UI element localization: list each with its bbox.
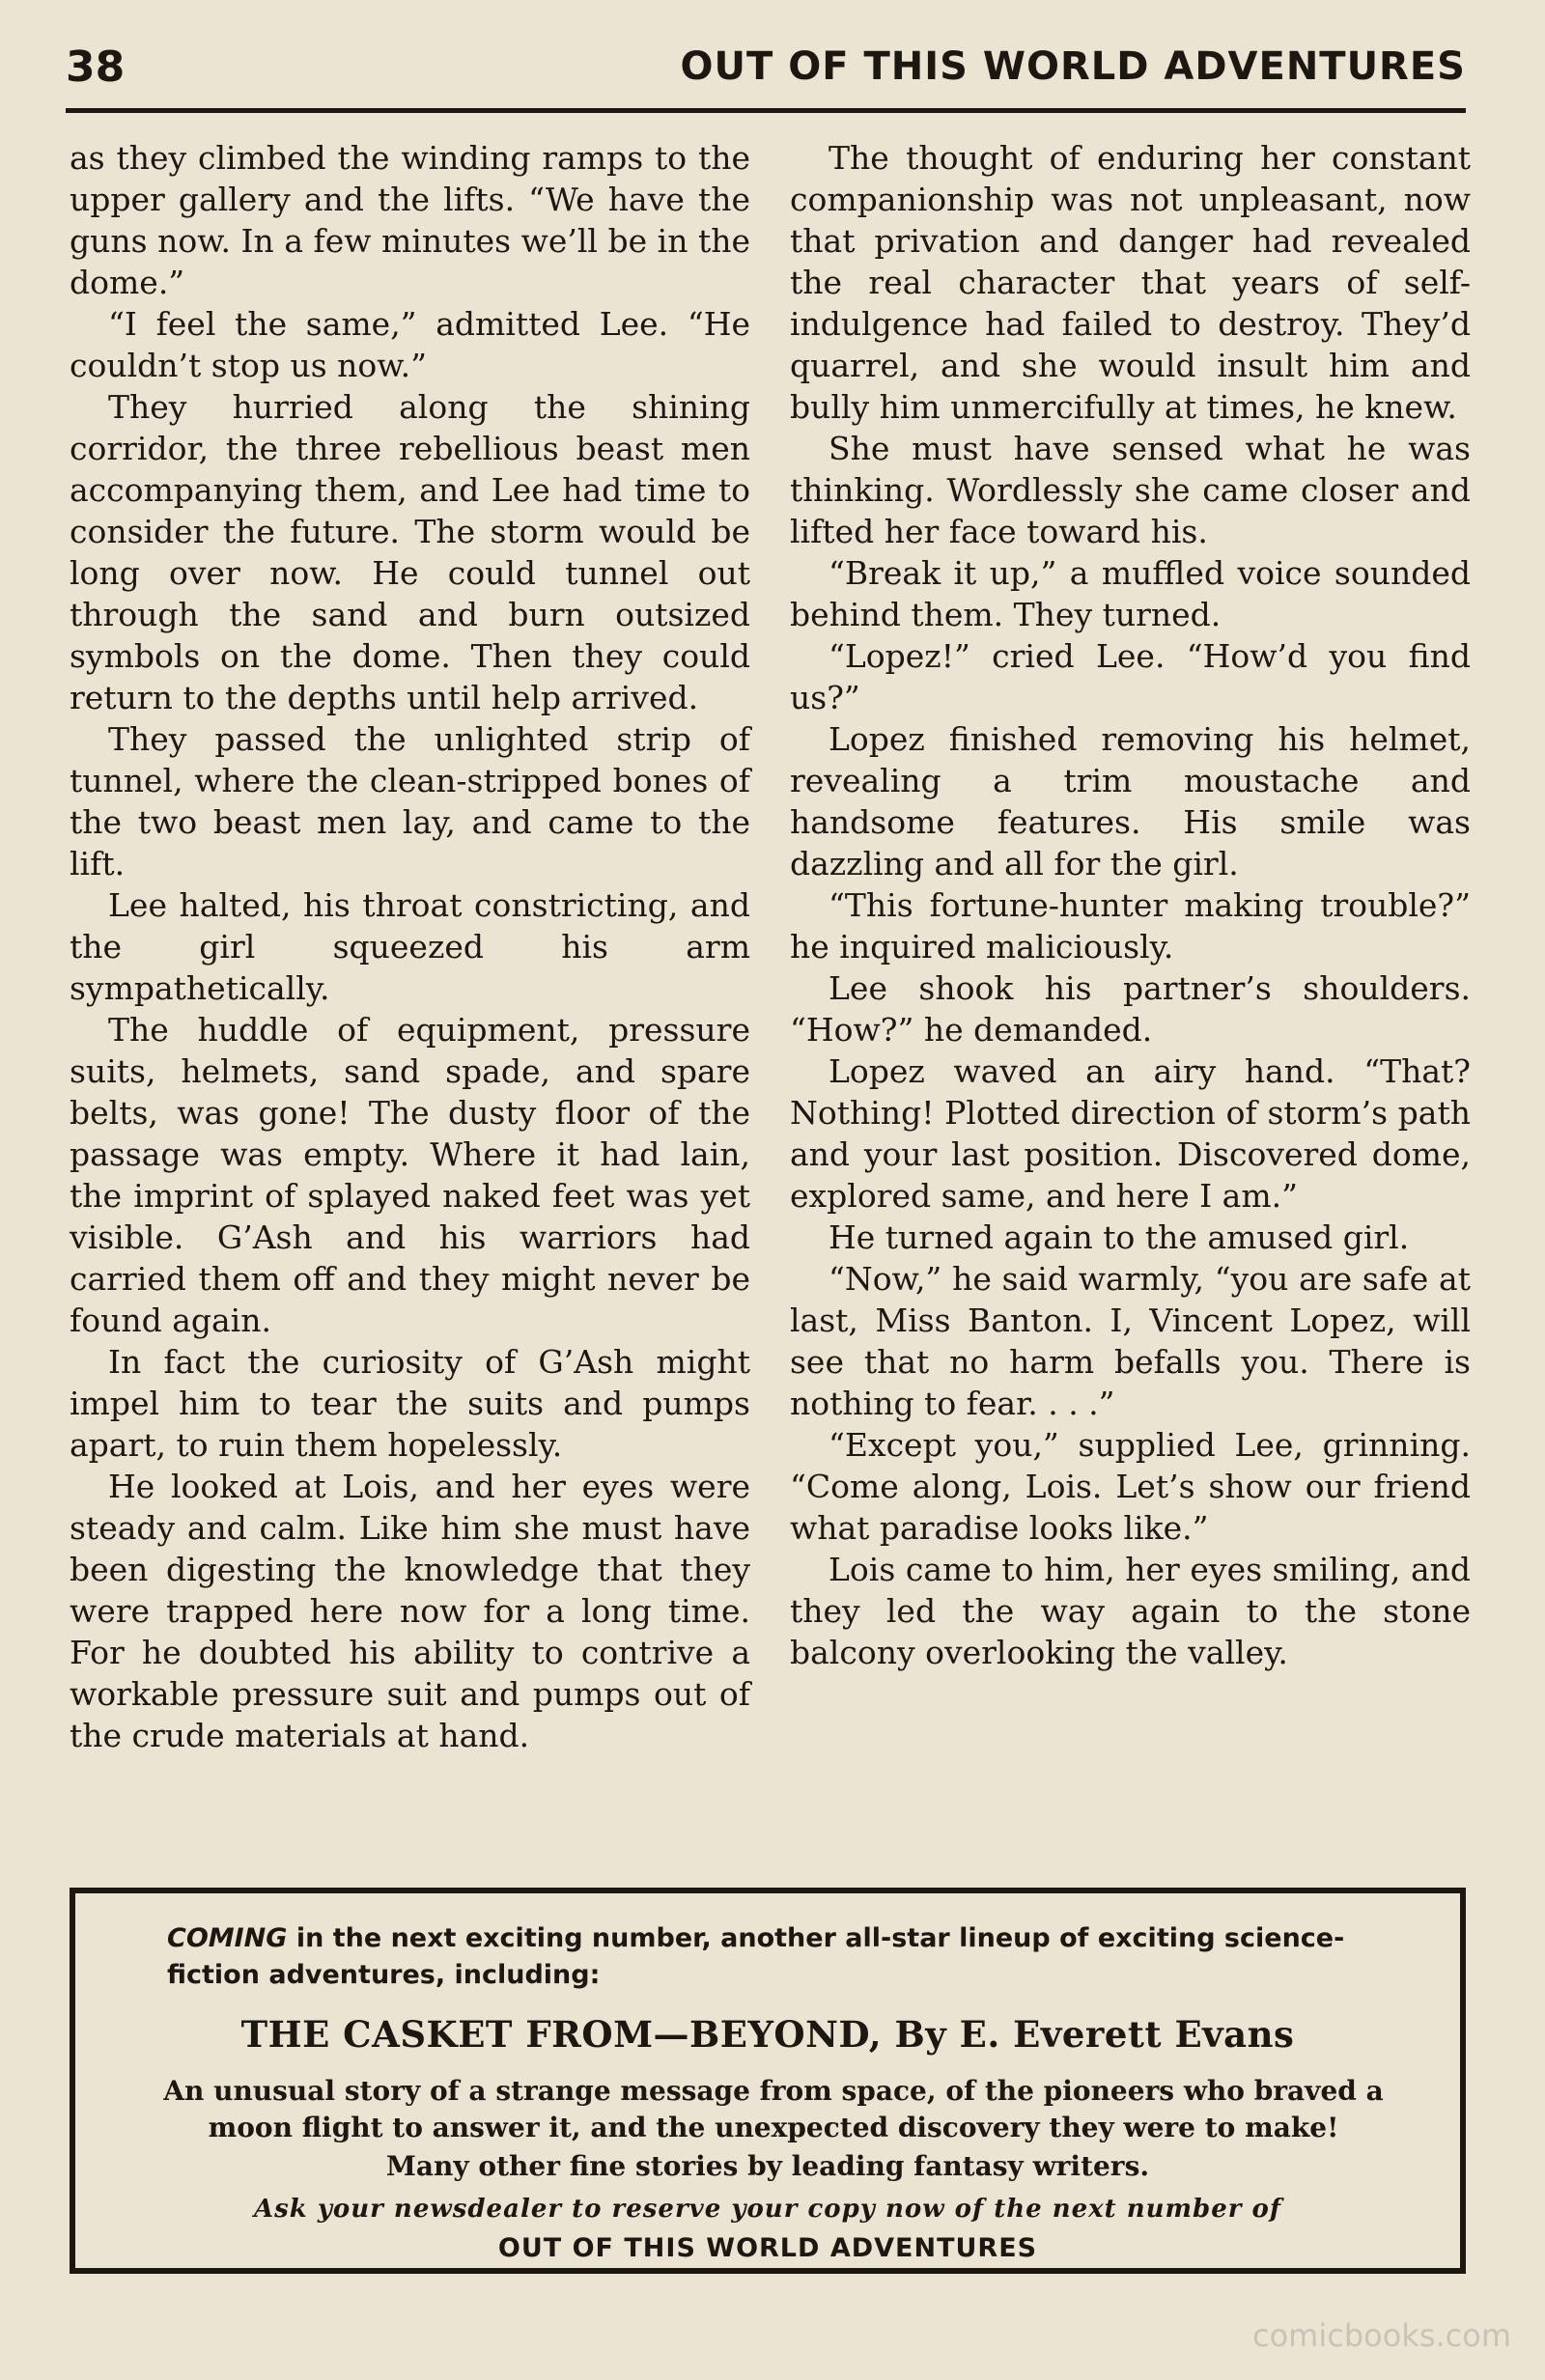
right-text-column bbox=[790, 137, 1471, 1673]
paragraph: He looked at Lois, and her eyes were steady and calm. Like him she must have been digesting the knowledge that they were trapped here now for a long time. For he doubted his ability to contrive a workable pressure suit and pumps out of the crude materials at hand. bbox=[70, 1468, 750, 1754]
paragraph: The thought of enduring her constant companionship was not unpleasant, now that privation and danger had revealed the real character that years of self-indulgence had failed to destroy. They’d quarrel, and she would insult him and bully him unmercifully at times, he knew. bbox=[790, 139, 1471, 426]
paragraph: He turned again to the amused girl. bbox=[829, 1218, 1410, 1256]
paragraph: Lopez waved an airy hand. “That? Nothing! Plotted direction of storm’s path and your last position. Discovered dome, explored same, and here I am.” bbox=[790, 1052, 1471, 1215]
paragraph: “Except you,” supplied Lee, grinning. “Come along, Lois. Let’s show our friend what paradise looks like.” bbox=[790, 1426, 1471, 1547]
featured-story-description: An unusual story of a strange message from space, of the pioneers who braved a moon flight to answer it, and the unexpected discovery they were to make! bbox=[163, 2075, 1384, 2143]
ad-intro bbox=[167, 1920, 1384, 1994]
newsdealer-line: Ask your newsdealer to reserve your copy now of the next number of bbox=[253, 2195, 1282, 2224]
paragraph: Lois came to him, her eyes smiling, and they led the way again to the stone balcony overlooking the valley. bbox=[790, 1551, 1471, 1671]
paragraph: In fact the curiosity of G’Ash might impel him to tear the suits and pumps apart, to ruin them hopelessly. bbox=[70, 1343, 750, 1464]
page-number: 38 bbox=[66, 42, 126, 92]
ad-intro-text: in the next exciting number, another all-star lineup of exciting science-fiction adventures, including: bbox=[167, 1923, 1345, 1990]
paragraph: They passed the unlighted strip of tunnel, where the clean-stripped bones of the two beast men lay, and came to the lift. bbox=[70, 720, 750, 882]
coming-next-issue-box bbox=[70, 1888, 1466, 2274]
paragraph: “Lopez!” cried Lee. “How’d you find us?” bbox=[790, 637, 1471, 716]
more-stories-line: Many other fine stories by leading fantasy writers. bbox=[385, 2150, 1150, 2182]
paragraph: “This fortune-hunter making trouble?” he inquired maliciously. bbox=[790, 886, 1471, 966]
paragraph: “Now,” he said warmly, “you are safe at last, Miss Banton. I, Vincent Lopez, will see that no harm befalls you. There is nothing to fear. . . .” bbox=[790, 1260, 1471, 1422]
site-watermark: comicbooks.com bbox=[1251, 2317, 1511, 2354]
paragraph: as they climbed the winding ramps to the upper gallery and the lifts. “We have the guns now. In a few minutes we’ll be in the dome.” bbox=[70, 139, 750, 301]
running-title: OUT OF THIS WORLD ADVENTURES bbox=[680, 44, 1466, 89]
paragraph: Lee shook his partner’s shoulders. “How?” he demanded. bbox=[790, 969, 1471, 1049]
left-text-column bbox=[70, 137, 750, 1756]
paragraph: They hurried along the shining corridor, the three rebellious beast men accompanying them, and Lee had time to consider the future. The storm would be long over now. He could tunnel out through the sand and burn outsized symbols on the dome. Then they could return to the depths until help arrived. bbox=[70, 388, 750, 716]
magazine-name: OUT OF THIS WORLD ADVENTURES bbox=[497, 2233, 1038, 2263]
paragraph: Lopez finished removing his helmet, revealing a trim moustache and handsome features. His smile was dazzling and all for the girl. bbox=[790, 720, 1471, 882]
paragraph: “Break it up,” a muffled voice sounded behind them. They turned. bbox=[790, 554, 1471, 633]
paragraph: The huddle of equipment, pressure suits, helmets, sand spade, and spare belts, was gone! The dusty floor of the passage was empty. Where it had lain, the imprint of splayed naked feet was yet visible. G’Ash and his warriors had carried them off and they might never be found again. bbox=[70, 1011, 750, 1339]
featured-story-title: THE CASKET FROM—BEYOND, By E. Everett Evans bbox=[240, 2013, 1295, 2056]
page-header bbox=[66, 41, 1466, 113]
paragraph: She must have sensed what he was thinking. Wordlessly she came closer and lifted her face toward his. bbox=[790, 430, 1471, 550]
paragraph: Lee halted, his throat constricting, and the girl squeezed his arm sympathetically. bbox=[70, 886, 750, 1007]
coming-label: COMING bbox=[167, 1923, 288, 1953]
paragraph: “I feel the same,” admitted Lee. “He couldn’t stop us now.” bbox=[70, 305, 750, 384]
